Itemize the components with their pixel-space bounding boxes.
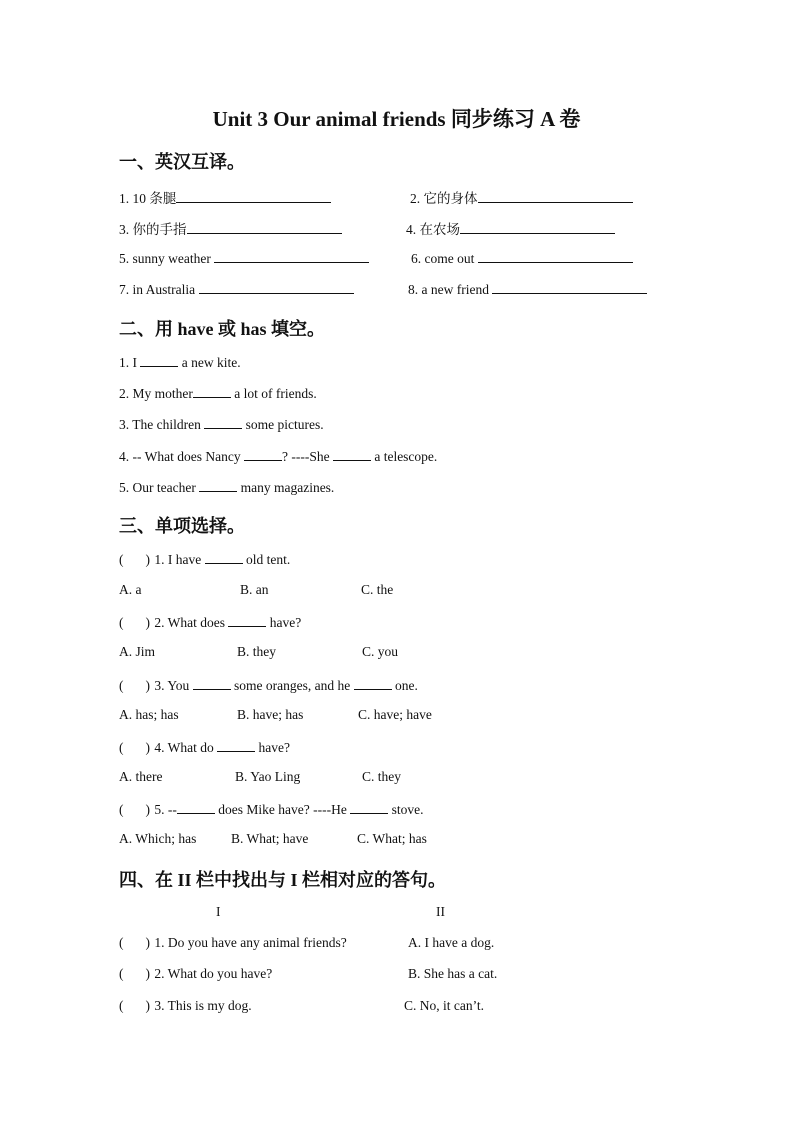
question-text: 2. What does — [154, 615, 229, 630]
answer-blank[interactable] — [205, 550, 243, 564]
question-text: ? ----She — [281, 449, 333, 464]
answer-blank[interactable] — [140, 353, 178, 367]
choice-option-c: C. What; has — [357, 831, 427, 846]
translate-text: 3. 你的手指 — [119, 222, 187, 237]
answer-paren-close: ) — [145, 966, 150, 981]
answer-blank[interactable] — [478, 249, 633, 263]
choice-option-a: A. Jim — [119, 644, 156, 659]
choice-option-c: C. the — [361, 582, 394, 597]
question-text: 1. I have — [154, 552, 205, 567]
answer-paren-open[interactable]: ( — [119, 678, 124, 693]
answer-paren-close: ) — [145, 552, 150, 567]
answer-blank[interactable] — [193, 676, 231, 690]
choice-option-c: C. they — [362, 769, 401, 784]
question-text: stove. — [388, 802, 424, 817]
answer-blank[interactable] — [228, 613, 266, 627]
answer-paren-close: ) — [145, 678, 150, 693]
choice-question-3 — [119, 676, 418, 694]
answer-paren-close: ) — [145, 615, 150, 630]
question-text: many magazines. — [237, 480, 335, 495]
choice-question-5 — [119, 800, 423, 818]
question-text: a new kite. — [178, 355, 241, 370]
question-text: does Mike have? ----He — [214, 802, 351, 817]
answer-blank[interactable] — [217, 738, 255, 752]
translate-item-3 — [119, 218, 342, 238]
translate-text: 6. come out — [411, 251, 475, 266]
answer-blank[interactable] — [199, 280, 354, 294]
choice-option-b: B. they — [237, 644, 276, 659]
question-text: old tent. — [242, 552, 291, 567]
answer-paren-open[interactable]: ( — [119, 966, 124, 981]
answer-blank[interactable] — [478, 189, 633, 203]
answer-paren-close: ) — [145, 740, 150, 755]
question-text: 3. The children — [119, 417, 205, 432]
section-2-heading: 二、用 have 或 has 填空。 — [119, 319, 326, 339]
question-text: 1. Do you have any animal friends? — [154, 935, 347, 950]
question-text: 4. -- What does Nancy — [119, 449, 244, 464]
question-text: 5. -- — [154, 802, 177, 817]
question-text: some oranges, and he — [230, 678, 354, 693]
page-title: Unit 3 Our animal friends 同步练习 A 卷 — [212, 107, 581, 131]
answer-blank[interactable] — [244, 447, 282, 461]
match-question-1 — [119, 935, 347, 951]
question-text: 3. You — [154, 678, 193, 693]
answer-blank[interactable] — [177, 800, 215, 814]
answer-blank[interactable] — [204, 415, 242, 429]
question-text: one. — [391, 678, 418, 693]
question-text: 5. Our teacher — [119, 480, 200, 495]
fill-question-3 — [119, 415, 324, 433]
answer-paren-close: ) — [145, 802, 150, 817]
translate-text: 5. sunny weather — [119, 251, 211, 266]
match-answer-a: A. I have a dog. — [408, 935, 495, 950]
match-question-2 — [119, 966, 272, 982]
answer-blank[interactable] — [333, 447, 371, 461]
question-text: 4. What do — [154, 740, 218, 755]
fill-question-4 — [119, 447, 437, 465]
choice-option-a: A. has; has — [119, 707, 179, 722]
choice-option-b: B. Yao Ling — [235, 769, 301, 784]
question-text: 2. What do you have? — [154, 966, 273, 981]
translate-item-4 — [406, 218, 615, 238]
choice-question-2 — [119, 613, 301, 631]
choice-option-c: C. have; have — [358, 707, 432, 722]
answer-blank[interactable] — [214, 249, 369, 263]
answer-blank[interactable] — [193, 384, 231, 398]
choice-option-a: A. a — [119, 582, 142, 597]
question-text: 1. I — [119, 355, 141, 370]
answer-paren-close: ) — [145, 935, 150, 950]
section-4-heading: 四、在 II 栏中找出与 I 栏相对应的答句。 — [119, 870, 447, 890]
choice-option-a: A. Which; has — [119, 831, 197, 846]
choice-option-a: A. there — [119, 769, 163, 784]
translate-item-5 — [119, 249, 369, 267]
answer-blank[interactable] — [176, 189, 331, 203]
fill-question-2 — [119, 384, 317, 402]
translate-item-7 — [119, 280, 354, 298]
question-text: some pictures. — [242, 417, 324, 432]
question-text: a lot of friends. — [230, 386, 317, 401]
translate-text: 4. 在农场 — [406, 222, 460, 237]
match-question-3 — [119, 998, 252, 1014]
match-answer-c: C. No, it can’t. — [404, 998, 484, 1013]
answer-paren-open[interactable]: ( — [119, 615, 124, 630]
translate-text: 8. a new friend — [408, 282, 489, 297]
translate-item-2 — [410, 187, 633, 207]
column-header-2: II — [436, 904, 445, 919]
answer-blank[interactable] — [492, 280, 647, 294]
answer-blank[interactable] — [460, 220, 615, 234]
answer-paren-open[interactable]: ( — [119, 802, 124, 817]
question-text: 2. My mother — [119, 386, 193, 401]
question-text: a telescope. — [370, 449, 438, 464]
translate-text: 2. 它的身体 — [410, 191, 478, 206]
answer-paren-open[interactable]: ( — [119, 552, 124, 567]
choice-question-4 — [119, 738, 290, 756]
choice-question-1 — [119, 550, 290, 568]
choice-option-b: B. an — [240, 582, 269, 597]
translate-item-8 — [408, 280, 647, 298]
column-header-1: I — [216, 904, 221, 919]
match-answer-b: B. She has a cat. — [408, 966, 498, 981]
fill-question-5 — [119, 478, 334, 496]
section-3-heading: 三、单项选择。 — [119, 516, 245, 536]
answer-paren-open[interactable]: ( — [119, 935, 124, 950]
answer-blank[interactable] — [354, 676, 392, 690]
answer-paren-close: ) — [145, 998, 150, 1013]
translate-item-6 — [411, 249, 633, 267]
answer-blank[interactable] — [187, 220, 342, 234]
answer-blank[interactable] — [199, 478, 237, 492]
question-text: 3. This is my dog. — [154, 998, 252, 1013]
answer-blank[interactable] — [350, 800, 388, 814]
answer-paren-open[interactable]: ( — [119, 998, 124, 1013]
question-text: have? — [266, 615, 302, 630]
fill-question-1 — [119, 353, 241, 371]
translate-text: 1. 10 条腿 — [119, 191, 177, 206]
choice-option-b: B. have; has — [237, 707, 304, 722]
section-1-heading: 一、英汉互译。 — [119, 152, 245, 172]
translate-item-1 — [119, 187, 331, 207]
choice-option-c: C. you — [362, 644, 399, 659]
answer-paren-open[interactable]: ( — [119, 740, 124, 755]
question-text: have? — [255, 740, 290, 755]
translate-text: 7. in Australia — [119, 282, 196, 297]
choice-option-b: B. What; have — [231, 831, 309, 846]
